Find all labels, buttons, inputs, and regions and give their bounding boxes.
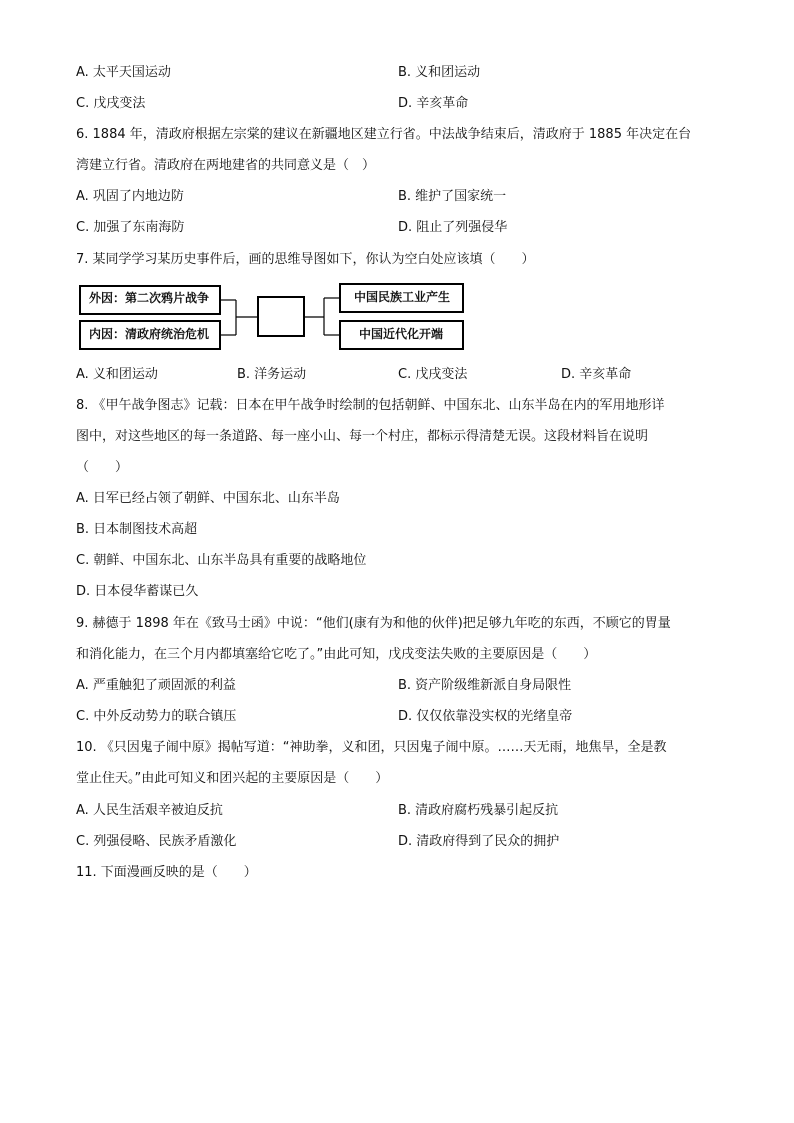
q6-option-d[interactable]: D. 阻止了列强侵华 <box>398 220 508 235</box>
q8-stem-line2: 图中，对这些地区的每一条道路、每一座小山、每一个村庄，都标示得清楚无误。这段材料旨在说明 <box>76 429 649 444</box>
q8-option-c[interactable]: C. 朝鲜、中国东北、山东半岛具有重要的战略地位 <box>76 553 367 568</box>
q5-option-a[interactable]: A. 太平天国运动 <box>76 65 171 80</box>
q7-option-c[interactable]: C. 戊戌变法 <box>398 367 468 382</box>
q9-option-b[interactable]: B. 资产阶级维新派自身局限性 <box>398 678 572 693</box>
q5-option-d[interactable]: D. 辛亥革命 <box>398 96 469 111</box>
q8-stem-line3: （ ） <box>76 460 129 475</box>
q7-option-b[interactable]: B. 洋务运动 <box>237 367 307 382</box>
q10-option-c[interactable]: C. 列强侵略、民族矛盾激化 <box>76 834 237 849</box>
q10-option-a[interactable]: A. 人民生活艰辛被迫反抗 <box>76 803 223 818</box>
q7-stem: 7. 某同学学习某历史事件后，画的思维导图如下，你认为空白处应该填（ ） <box>76 252 535 267</box>
q6-option-b[interactable]: B. 维护了国家统一 <box>398 189 507 204</box>
q7-box-result-modernization: 中国近代化开端 <box>359 327 444 341</box>
q7-box-internal-cause: 内因：清政府统治危机 <box>89 327 210 341</box>
q7-box-external-cause: 外因：第二次鸦片战争 <box>89 291 210 305</box>
q10-stem-line2: 堂止住天。”由此可知义和团兴起的主要原因是（ ） <box>76 771 389 786</box>
q9-stem-line2: 和消化能力，在三个月内都填塞给它吃了。”由此可知，戊戌变法失败的主要原因是（ ） <box>76 647 597 662</box>
q8-option-b[interactable]: B. 日本制图技术高超 <box>76 522 198 537</box>
q9-stem-line1: 9. 赫德于 1898 年在《致马士函》中说：“他们(康有为和他的伙伴)把足够九年吃的东西，不顾它的胃量 <box>76 616 671 631</box>
q11-stem: 11. 下面漫画反映的是（ ） <box>76 865 257 880</box>
q5-option-c[interactable]: C. 戊戌变法 <box>76 96 146 111</box>
q6-stem-line1: 6. 1884 年，清政府根据左宗棠的建议在新疆地区建立行省。中法战争结束后，清政府于 1885 年决定在台 <box>76 127 692 142</box>
q9-option-c[interactable]: C. 中外反动势力的联合镇压 <box>76 709 237 724</box>
q8-option-a[interactable]: A. 日军已经占领了朝鲜、中国东北、山东半岛 <box>76 491 340 506</box>
q8-stem-line1: 8. 《甲午战争图志》记载：日本在甲午战争时绘制的包括朝鲜、中国东北、山东半岛在内的军用地形详 <box>76 398 665 413</box>
q9-option-a[interactable]: A. 严重触犯了顽固派的利益 <box>76 678 236 693</box>
q6-stem-line2: 湾建立行省。清政府在两地建省的共同意义是（ ） <box>76 158 376 173</box>
q10-option-b[interactable]: B. 清政府腐朽残暴引起反抗 <box>398 803 559 818</box>
box-center-blank <box>258 297 304 336</box>
q7-option-a[interactable]: A. 义和团运动 <box>76 367 158 382</box>
q6-option-c[interactable]: C. 加强了东南海防 <box>76 220 185 235</box>
q5-option-b[interactable]: B. 义和团运动 <box>398 65 481 80</box>
q7-box-result-industry: 中国民族工业产生 <box>354 290 451 304</box>
q10-stem-line1: 10. 《只因鬼子闹中原》揭帖写道：“神助拳，义和团，只因鬼子闹中原。……天无雨，地焦旱，全是教 <box>76 740 667 755</box>
q9-option-d[interactable]: D. 仅仅依靠没实权的光绪皇帝 <box>398 709 573 724</box>
q8-option-d[interactable]: D. 日本侵华蓄谋已久 <box>76 584 199 599</box>
q6-option-a[interactable]: A. 巩固了内地边防 <box>76 189 184 204</box>
q7-option-d[interactable]: D. 辛亥革命 <box>561 367 632 382</box>
q10-option-d[interactable]: D. 清政府得到了民众的拥护 <box>398 834 560 849</box>
